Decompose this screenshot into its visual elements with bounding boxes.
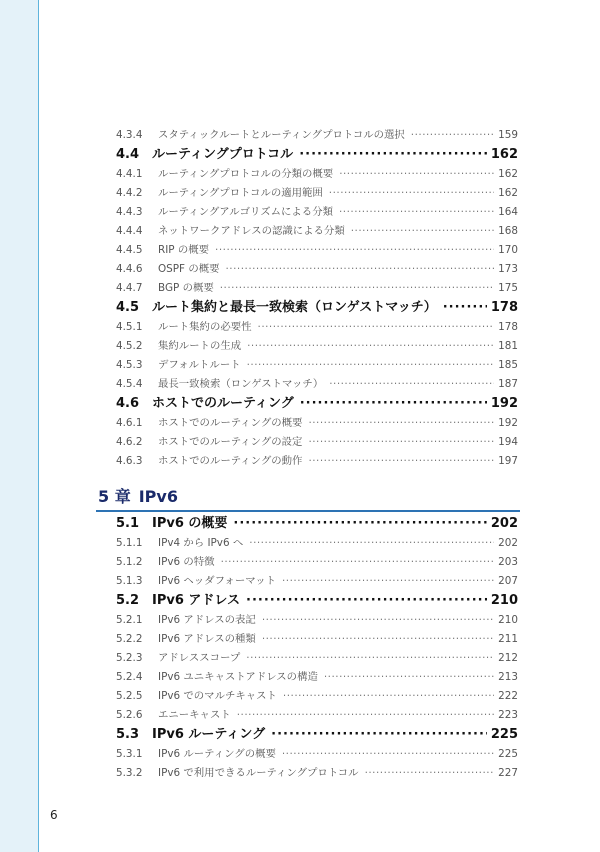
- dot-leader: [220, 279, 494, 298]
- entry-page: 181: [498, 340, 518, 352]
- entry-title: 最長一致検索（ロンゲストマッチ）: [158, 378, 324, 390]
- dot-leader: [365, 764, 495, 783]
- entry-title: ルーティングプロトコルの適用範囲: [158, 187, 323, 199]
- toc-subsection-entry: [116, 745, 518, 764]
- entry-number: 4.5.2: [116, 340, 143, 352]
- entry-number: 4.4.3: [116, 206, 143, 218]
- dot-leader: [233, 514, 486, 534]
- entry-number: 5.3.1: [116, 748, 143, 760]
- entry-number: 4.4.5: [116, 244, 143, 256]
- entry-page: 168: [498, 225, 518, 237]
- toc-subsection-entry: [116, 611, 518, 630]
- dot-leader: [237, 706, 494, 725]
- toc-section-entry: [116, 514, 518, 534]
- margin-bar: [0, 0, 39, 852]
- entry-page: 159: [498, 129, 518, 141]
- entry-number: 4.5.3: [116, 359, 143, 371]
- entry-page: 162: [490, 147, 518, 162]
- dot-leader: [246, 591, 487, 611]
- entry-title: エニーキャスト: [158, 709, 231, 721]
- entry-title: IPv6 ルーティング: [152, 727, 266, 742]
- dot-leader: [247, 356, 495, 375]
- chapter-heading: [98, 484, 178, 507]
- entry-title: アドレススコープ: [158, 652, 241, 664]
- entry-number: 5.1.1: [116, 537, 143, 549]
- dot-leader: [339, 165, 494, 184]
- dot-leader: [339, 203, 494, 222]
- toc-subsection-entry: [116, 764, 518, 783]
- entry-number: 5.2.4: [116, 671, 143, 683]
- entry-number: 5.1: [116, 516, 140, 531]
- dot-leader: [324, 668, 494, 687]
- toc-subsection-entry: [116, 668, 518, 687]
- entry-page: 207: [498, 575, 518, 587]
- dot-leader: [247, 337, 494, 356]
- entry-title: IPv6 の特徴: [158, 556, 215, 568]
- entry-number: 4.4.1: [116, 168, 143, 180]
- entry-page: 202: [498, 537, 518, 549]
- entry-page: 162: [498, 187, 518, 199]
- entry-number: 5.3.2: [116, 767, 143, 779]
- entry-title: ルーティングプロトコルの分類の概要: [158, 168, 334, 180]
- dot-leader: [308, 452, 494, 471]
- entry-number: 4.6.1: [116, 417, 143, 429]
- entry-title: ルーティングプロトコル: [152, 147, 294, 162]
- dot-leader: [249, 534, 494, 553]
- entry-number: 4.4: [116, 147, 140, 162]
- dot-leader: [329, 184, 494, 203]
- toc-subsection-entry: [116, 649, 518, 668]
- entry-page: 222: [498, 690, 518, 702]
- entry-number: 4.3.4: [116, 129, 143, 141]
- page-number: 6: [50, 808, 58, 822]
- entry-page: 211: [498, 633, 518, 645]
- dot-leader: [283, 687, 494, 706]
- entry-page: 225: [490, 727, 518, 742]
- entry-number: 5.1.3: [116, 575, 143, 587]
- chapter-label: 5 章: [98, 487, 131, 506]
- entry-number: 4.4.4: [116, 225, 143, 237]
- entry-title: IPv6 ルーティングの概要: [158, 748, 276, 760]
- entry-page: 185: [498, 359, 518, 371]
- toc-subsection-entry: [116, 318, 518, 337]
- entry-number: 4.6: [116, 396, 140, 411]
- toc-subsection-entry: [116, 572, 518, 591]
- entry-page: 202: [490, 516, 518, 531]
- entry-number: 4.6.2: [116, 436, 143, 448]
- entry-number: 4.6.3: [116, 455, 143, 467]
- entry-page: 194: [498, 436, 518, 448]
- entry-title: IPv6 アドレスの種類: [158, 633, 256, 645]
- entry-number: 4.5: [116, 300, 140, 315]
- entry-page: 192: [498, 417, 518, 429]
- entry-title: IPv6 ヘッダフォーマット: [158, 575, 276, 587]
- entry-title: 集約ルートの生成: [158, 340, 242, 352]
- toc-subsection-entry: [116, 260, 518, 279]
- dot-leader: [215, 241, 494, 260]
- entry-page: 225: [498, 748, 518, 760]
- toc-list-chapter4: [116, 126, 518, 471]
- dot-leader: [329, 375, 494, 394]
- toc-subsection-entry: [116, 553, 518, 572]
- entry-page: 203: [498, 556, 518, 568]
- dot-leader: [258, 318, 495, 337]
- entry-page: 210: [498, 614, 518, 626]
- toc-subsection-entry: [116, 414, 518, 433]
- entry-page: 212: [498, 652, 518, 664]
- dot-leader: [262, 630, 494, 649]
- toc-subsection-entry: [116, 452, 518, 471]
- toc-subsection-entry: [116, 337, 518, 356]
- entry-title: ホストでのルーティング: [152, 396, 294, 411]
- toc-subsection-entry: [116, 165, 518, 184]
- entry-title: ルーティングアルゴリズムによる分類: [158, 206, 333, 218]
- entry-number: 4.4.2: [116, 187, 143, 199]
- entry-title: ホストでのルーティングの概要: [158, 417, 303, 429]
- entry-page: 192: [490, 396, 518, 411]
- entry-title: IPv6 アドレス: [152, 593, 241, 608]
- entry-page: 197: [498, 455, 518, 467]
- entry-title: ルート集約の必要性: [158, 321, 252, 333]
- toc-subsection-entry: [116, 375, 518, 394]
- entry-page: 227: [498, 767, 518, 779]
- entry-title: IPv6 の概要: [152, 516, 228, 531]
- entry-title: ホストでのルーティングの設定: [158, 436, 303, 448]
- entry-title: ホストでのルーティングの動作: [158, 455, 303, 467]
- entry-page: 187: [498, 378, 518, 390]
- entry-number: 4.5.1: [116, 321, 143, 333]
- chapter-title: IPv6: [138, 487, 178, 506]
- toc-subsection-entry: [116, 241, 518, 260]
- entry-number: 5.2.3: [116, 652, 143, 664]
- entry-title: IPv4 から IPv6 へ: [158, 537, 244, 549]
- entry-title: IPv6 ユニキャストアドレスの構造: [158, 671, 318, 683]
- entry-number: 4.5.4: [116, 378, 143, 390]
- dot-leader: [221, 553, 495, 572]
- entry-number: 5.2: [116, 593, 140, 608]
- entry-title: IPv6 でのマルチキャスト: [158, 690, 277, 702]
- chapter-rule: [96, 510, 520, 512]
- toc-subsection-entry: [116, 706, 518, 725]
- toc-section-entry: [116, 725, 518, 745]
- toc-subsection-entry: [116, 534, 518, 553]
- toc-subsection-entry: [116, 356, 518, 375]
- toc-subsection-entry: [116, 203, 518, 222]
- dot-leader: [282, 572, 494, 591]
- toc-subsection-entry: [116, 126, 518, 145]
- entry-title: スタティックルートとルーティングプロトコルの選択: [158, 129, 405, 141]
- entry-page: 223: [498, 709, 518, 721]
- toc-subsection-entry: [116, 222, 518, 241]
- toc-subsection-entry: [116, 687, 518, 706]
- dot-leader: [246, 649, 494, 668]
- dot-leader: [226, 260, 495, 279]
- entry-number: 5.2.1: [116, 614, 143, 626]
- dot-leader: [300, 394, 487, 414]
- dot-leader: [351, 222, 494, 241]
- dot-leader: [308, 433, 494, 452]
- entry-page: 175: [498, 282, 518, 294]
- entry-title: ネットワークアドレスの認識による分類: [158, 225, 345, 237]
- dot-leader: [411, 126, 494, 145]
- entry-number: 4.4.7: [116, 282, 143, 294]
- dot-leader: [443, 298, 487, 318]
- entry-number: 5.2.2: [116, 633, 143, 645]
- entry-page: 170: [498, 244, 518, 256]
- toc-subsection-entry: [116, 279, 518, 298]
- entry-title: IPv6 で利用できるルーティングプロトコル: [158, 767, 359, 779]
- entry-number: 5.3: [116, 727, 140, 742]
- entry-title: ルート集約と最長一致検索（ロンゲストマッチ）: [152, 300, 437, 315]
- entry-number: 4.4.6: [116, 263, 143, 275]
- dot-leader: [299, 145, 487, 165]
- entry-number: 5.2.6: [116, 709, 143, 721]
- entry-page: 210: [490, 593, 518, 608]
- toc-subsection-entry: [116, 630, 518, 649]
- toc-section-entry: [116, 394, 518, 414]
- dot-leader: [282, 745, 494, 764]
- entry-title: RIP の概要: [158, 244, 210, 256]
- entry-page: 178: [490, 300, 518, 315]
- toc-subsection-entry: [116, 184, 518, 203]
- toc-section-entry: [116, 298, 518, 318]
- entry-title: デフォルトルート: [158, 359, 241, 371]
- entry-title: OSPF の概要: [158, 263, 220, 275]
- entry-number: 5.1.2: [116, 556, 143, 568]
- dot-leader: [308, 414, 494, 433]
- entry-page: 164: [498, 206, 518, 218]
- toc-list-chapter5: [116, 514, 518, 783]
- dot-leader: [262, 611, 494, 630]
- entry-page: 162: [498, 168, 518, 180]
- dot-leader: [271, 725, 487, 745]
- toc-section-entry: [116, 591, 518, 611]
- entry-number: 5.2.5: [116, 690, 143, 702]
- entry-page: 178: [498, 321, 518, 333]
- toc-subsection-entry: [116, 433, 518, 452]
- entry-page: 213: [498, 671, 518, 683]
- entry-title: BGP の概要: [158, 282, 214, 294]
- entry-page: 173: [498, 263, 518, 275]
- entry-title: IPv6 アドレスの表記: [158, 614, 256, 626]
- toc-section-entry: [116, 145, 518, 165]
